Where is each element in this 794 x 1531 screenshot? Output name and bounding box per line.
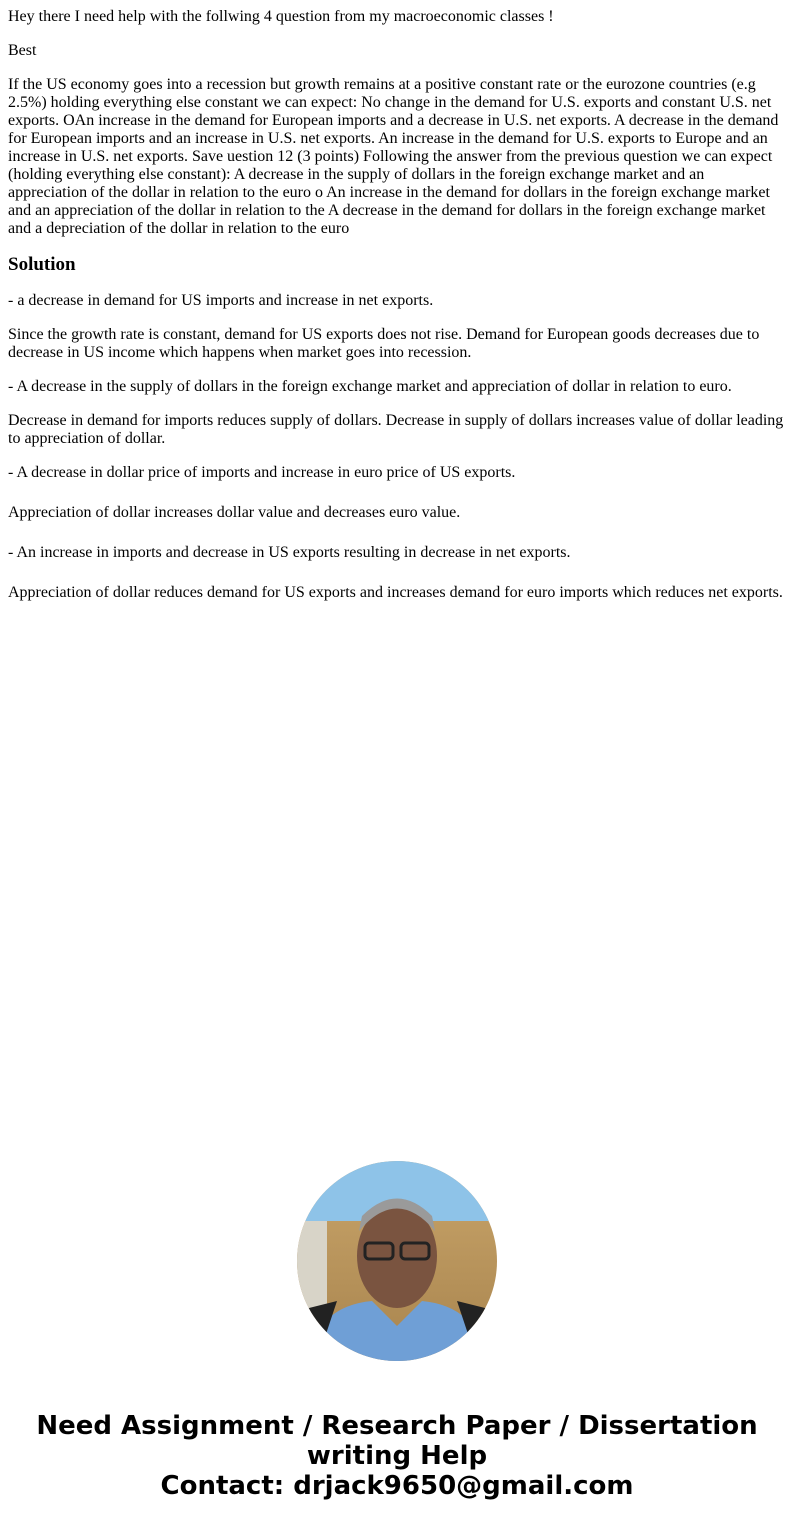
solution-paragraph: - A decrease in dollar price of imports and increase in euro price of US exports. — [8, 464, 516, 481]
solution-heading: Solution — [8, 254, 76, 275]
greeting: Best — [8, 42, 37, 59]
footer-headline: Need Assignment / Research Paper / Dissertation writing Help — [36, 1411, 758, 1471]
content — [0, 8, 794, 602]
solution-paragraph: Since the growth rate is constant, demand for US exports does not rise. Demand for European goods decreases due to decrease in US income which happens when market goes into recession. — [8, 326, 760, 361]
contact-footer — [0, 1411, 794, 1501]
question-body: If the US economy goes into a recession but growth remains at a positive constant rate or the eurozone countries (e.g 2.5%) holding everything else constant we can expect: No change in the demand for U.S. exports and constant U.S. net exports. OAn increase in the demand for European imports and a decrease in U.S. net exports. A decrease in the demand for European imports and an increase in U.S. net exports. An increase in the demand for U.S. exports to Europe and an increase in U.S. net exports. Save uestion 12 (3 points) Following the answer from the previous question we can expect (holding everything else constant): A decrease in the supply of dollars in the foreign exchange market and an appreciation of the dollar in relation to the euro o An increase in the demand for dollars in the foreign exchange market and an appreciation of the dollar in relation to the A decrease in the demand for dollars in the foreign exchange market and a depreciation of the dollar in relation to the euro — [8, 76, 779, 237]
solution-paragraph: Decrease in demand for imports reduces supply of dollars. Decrease in supply of dollars increases value of dollar leading to appreciation of dollar. — [8, 412, 784, 447]
footer-contact: Contact: drjack9650@gmail.com — [160, 1471, 634, 1501]
question-intro: Hey there I need help with the follwing 4 question from my macroeconomic classes ! — [8, 8, 554, 25]
author-avatar — [297, 1161, 497, 1361]
solution-paragraph: - a decrease in demand for US imports and increase in net exports. — [8, 292, 434, 309]
solution-paragraph: Appreciation of dollar increases dollar value and decreases euro value. — [8, 504, 461, 521]
solution-paragraph: - An increase in imports and decrease in US exports resulting in decrease in net exports. — [8, 544, 571, 561]
solution-paragraph: Appreciation of dollar reduces demand for US exports and increases demand for euro imports which reduces net exports. — [8, 584, 783, 601]
solution-paragraph: - A decrease in the supply of dollars in the foreign exchange market and appreciation of dollar in relation to euro. — [8, 378, 732, 395]
